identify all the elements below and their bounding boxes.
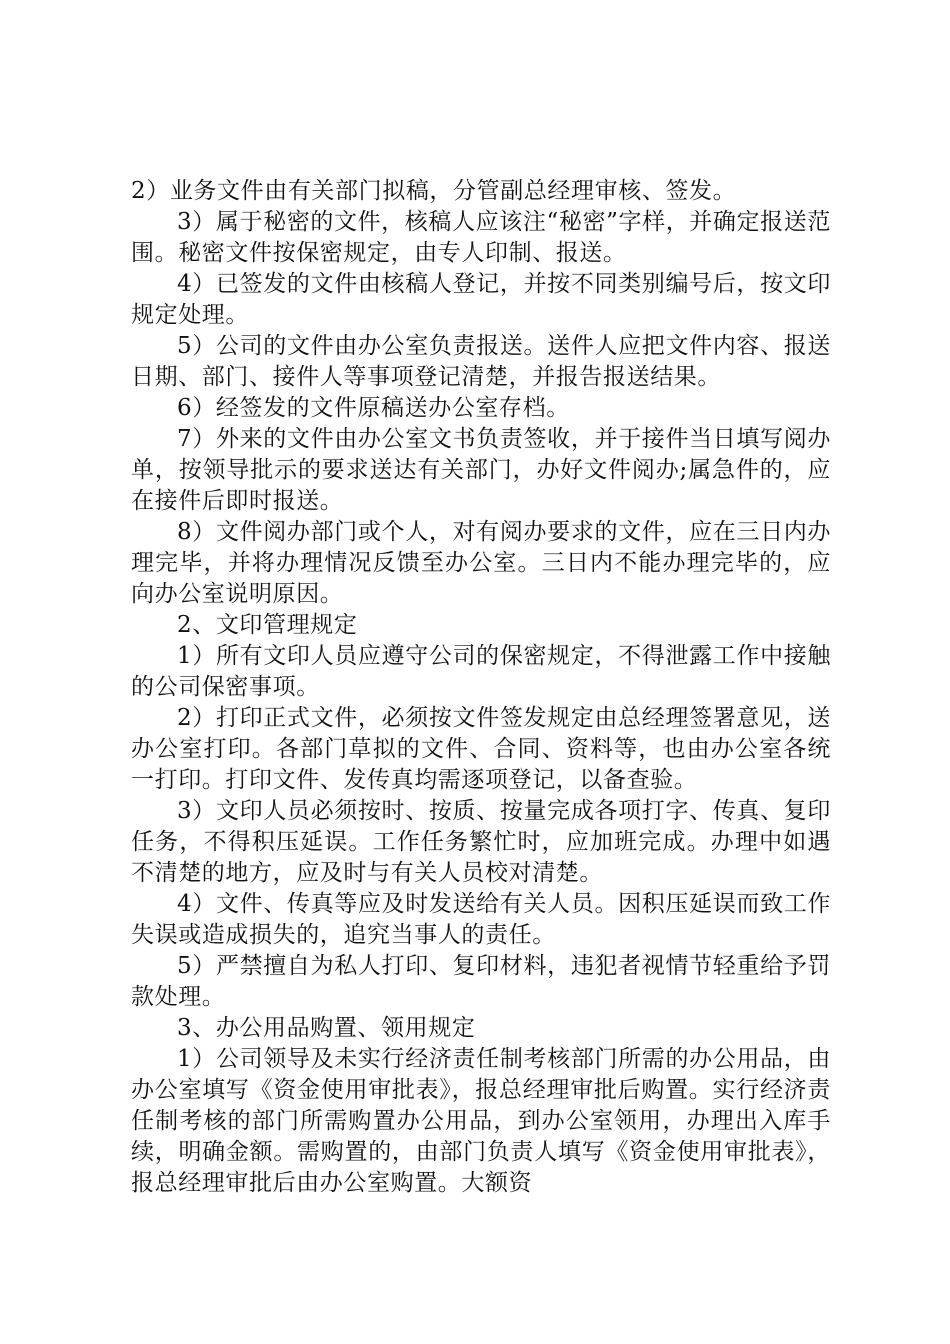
paragraph: 8）文件阅办部门或个人，对有阅办要求的文件，应在三日内办理完毕，并将办理情况反馈至办公室。三日内不能办理完毕的，应向办公室说明原因。 [131, 519, 831, 607]
paragraph: 5）公司的文件由办公室负责报送。送件人应把文件内容、报送日期、部门、接件人等事项登记清楚，并报告报送结果。 [131, 333, 831, 390]
document-body [131, 176, 831, 1199]
paragraph: 3）属于秘密的文件，核稿人应该注“秘密”字样，并确定报送范围。秘密文件按保密规定，由专人印制、报送。 [131, 209, 831, 266]
paragraph: 4）文件、传真等应及时发送给有关人员。因积压延误而致工作失误或造成损失的，追究当事人的责任。 [131, 891, 831, 948]
paragraph: 5）严禁擅自为私人打印、复印材料，违犯者视情节轻重给予罚款处理。 [131, 953, 831, 1010]
paragraph: 3）文印人员必须按时、按质、按量完成各项打字、传真、复印任务，不得积压延误。工作任务繁忙时，应加班完成。办理中如遇不清楚的地方，应及时与有关人员校对清楚。 [131, 798, 831, 886]
paragraph: 2）打印正式文件，必须按文件签发规定由总经理签署意见，送办公室打印。各部门草拟的文件、合同、资料等，也由办公室各统一打印。打印文件、发传真均需逐项登记，以备查验。 [131, 705, 831, 793]
paragraph: 7）外来的文件由办公室文书负责签收，并于接件当日填写阅办单，按领导批示的要求送达有关部门，办好文件阅办;属急件的，应在接件后即时报送。 [131, 426, 831, 514]
paragraph: 1）公司领导及未实行经济责任制考核部门所需的办公用品，由办公室填写《资金使用审批表》，报总经理审批后购置。实行经济责任制考核的部门所需购置办公用品，到办公室领用，办理出入库手续，明确金额。需购置的，由部门负责人填写《资金使用审批表》，报总经理审批后由办公室购置。大额资 [131, 1046, 831, 1196]
paragraph: 1）所有文印人员应遵守公司的保密规定，不得泄露工作中接触的公司保密事项。 [131, 643, 831, 700]
section-heading: 3、办公用品购置、领用规定 [177, 1015, 476, 1041]
paragraph: 4）已签发的文件由核稿人登记，并按不同类别编号后，按文印规定处理。 [131, 271, 831, 328]
paragraph: 2）业务文件由有关部门拟稿，分管副总经理审核、签发。 [131, 178, 737, 204]
section-heading: 2、文印管理规定 [177, 612, 358, 638]
paragraph: 6）经签发的文件原稿送办公室存档。 [177, 395, 570, 421]
